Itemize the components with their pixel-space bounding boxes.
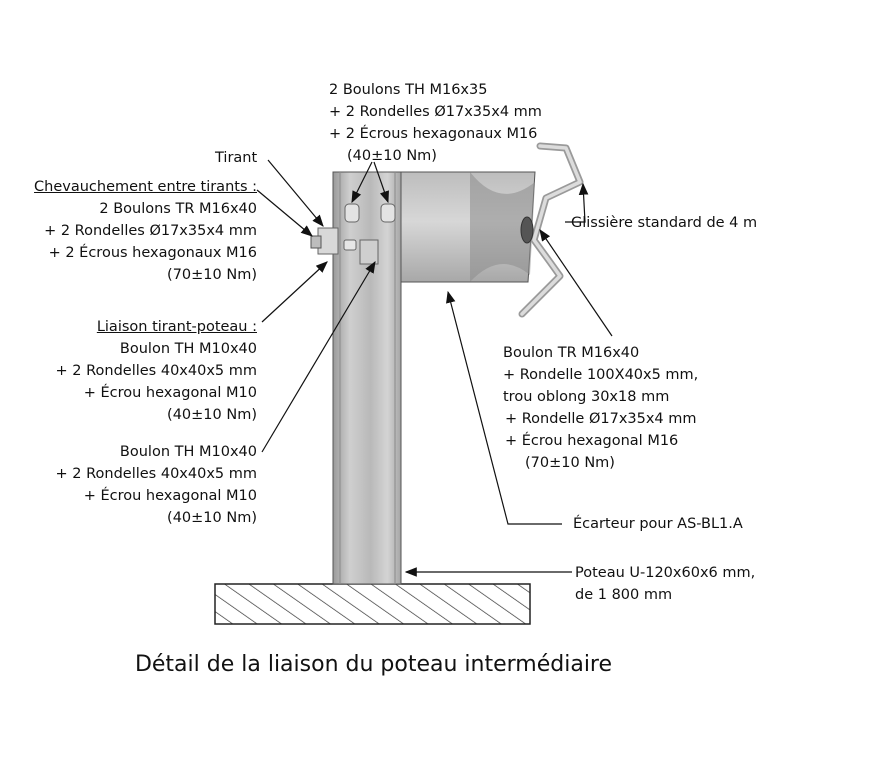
link-title: Liaison tirant-poteau : [96, 319, 257, 335]
link-line-2: + 2 Rondelles 40x40x5 mm [55, 363, 257, 379]
top-bolts-label [329, 79, 542, 167]
top-bolts-line-2: + 2 Rondelles Ø17x35x4 mm [329, 104, 542, 120]
spacer-label: Écarteur pour AS-BL1.A [573, 516, 743, 532]
rail-bolt-line-2: + Rondelle 100X40x5 mm, [503, 367, 699, 383]
overlap-line-1: 2 Boulons TR M16x40 [99, 201, 257, 217]
low-bolt-label [56, 441, 258, 529]
ground-block [215, 584, 530, 624]
top-bolts-line-1: 2 Boulons TH M16x35 [329, 82, 488, 98]
low-bolt-line-2: + 2 Rondelles 40x40x5 mm [55, 466, 257, 482]
link-line-1: Boulon TH M10x40 [119, 341, 257, 357]
link-line-4: (40±10 Nm) [167, 407, 257, 423]
top-bolts-line-4: (40±10 Nm) [347, 148, 437, 164]
overlap-line-3: + 2 Écrous hexagonaux M16 [48, 245, 257, 261]
post-u-profile [333, 172, 401, 584]
post-line-1: Poteau U-120x60x6 mm, [575, 565, 756, 581]
spacer-arm [401, 172, 535, 282]
low-bolt-line-4: (40±10 Nm) [167, 510, 257, 526]
rail-bolt-line-6: (70±10 Nm) [525, 455, 615, 471]
figure-caption [0, 652, 887, 677]
link-line-3: + Écrou hexagonal M10 [83, 385, 257, 401]
caption-text: Détail de la liaison du poteau intermédiaire [134, 652, 613, 677]
tirant-label: Tirant [215, 150, 258, 166]
overlap-line-4: (70±10 Nm) [167, 267, 257, 283]
glissiere-label: Glissière standard de 4 m [571, 215, 758, 231]
rail-bolt-label [503, 342, 698, 474]
overlap-title: Chevauchement entre tirants : [34, 179, 257, 195]
overlap-line-2: + 2 Rondelles Ø17x35x4 mm [44, 223, 257, 239]
rail-bolt-line-1: Boulon TR M16x40 [503, 345, 640, 361]
rail-bolt-line-5: + Écrou hexagonal M16 [505, 433, 679, 449]
overlap-label [34, 176, 257, 286]
rail-bolt-line-4: + Rondelle Ø17x35x4 mm [505, 411, 697, 427]
rail-bolt-line-3: trou oblong 30x18 mm [503, 389, 670, 405]
top-bolts-line-3: + 2 Écrous hexagonaux M16 [329, 126, 538, 142]
low-bolt-line-3: + Écrou hexagonal M10 [83, 488, 257, 504]
link-label [56, 316, 258, 426]
post-label [575, 562, 755, 606]
low-bolt-line-1: Boulon TH M10x40 [119, 444, 257, 460]
post-line-2: de 1 800 mm [575, 587, 673, 603]
